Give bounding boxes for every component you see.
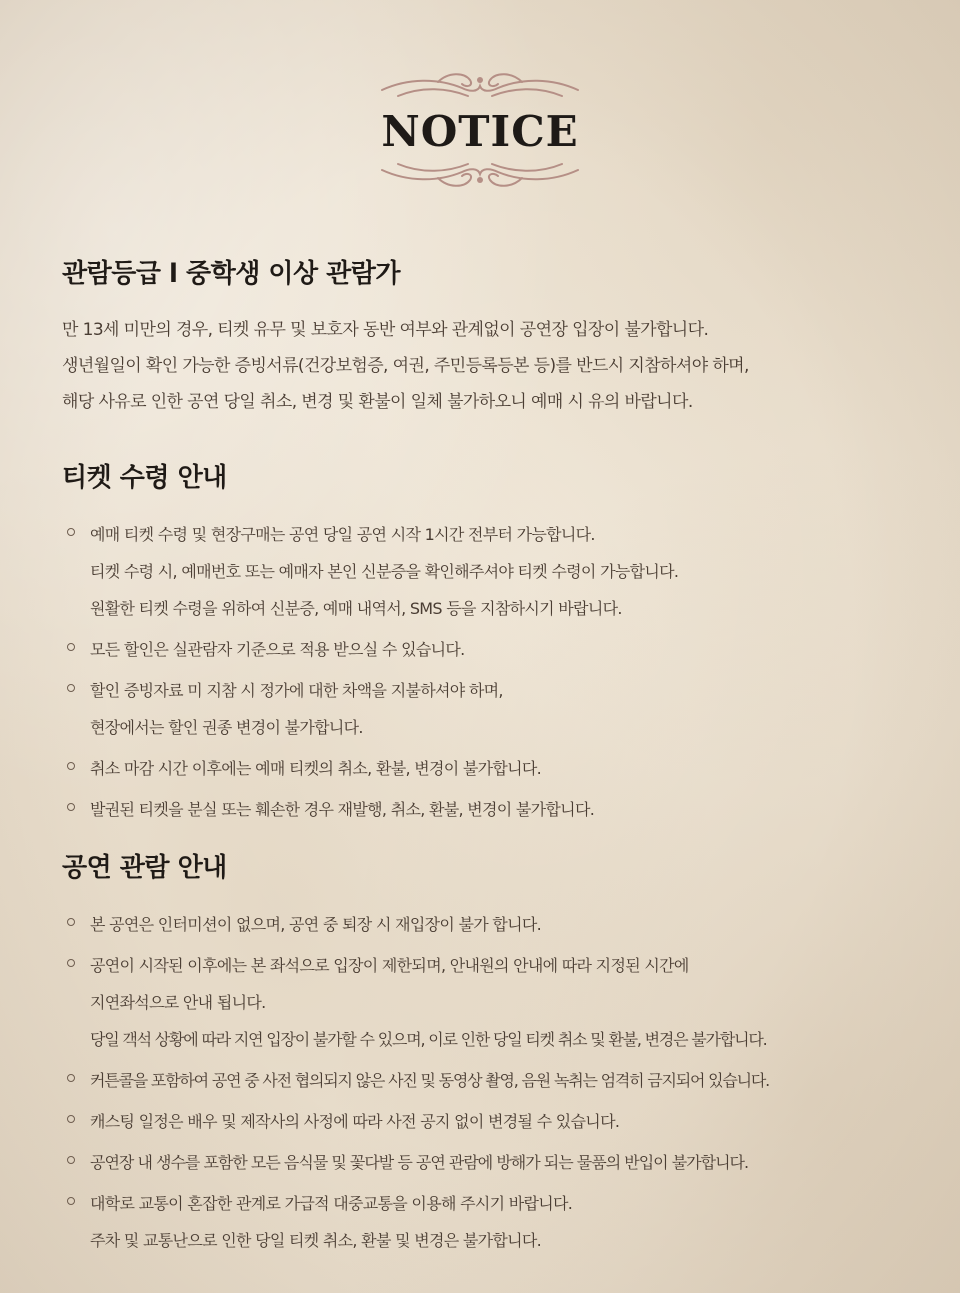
list-item-text: 커튼콜을 포함하여 공연 중 사전 협의되지 않은 사진 및 동영상 촬영, 음원 녹취는 엄격히 금지되어 있습니다. bbox=[90, 1071, 770, 1090]
list-item-text: 현장에서는 할인 권종 변경이 불가합니다. bbox=[90, 718, 363, 737]
circle-bullet-icon bbox=[67, 1115, 75, 1123]
section-age-rating bbox=[62, 256, 922, 420]
circle-bullet-icon bbox=[67, 684, 75, 692]
list-item-text: 캐스팅 일정은 배우 및 제작사의 사정에 따라 사전 공지 없이 변경될 수 있습니다. bbox=[90, 1112, 620, 1131]
list-item-text: 할인 증빙자료 미 지참 시 정가에 대한 차액을 지불하셔야 하며, bbox=[90, 681, 503, 700]
list-item-text: 취소 마감 시간 이후에는 예매 티켓의 취소, 환불, 변경이 불가합니다. bbox=[90, 759, 542, 778]
list-item bbox=[62, 947, 922, 1058]
paragraph: 만 13세 미만의 경우, 티켓 유무 및 보호자 동반 여부와 관계없이 공연장 입장이 불가합니다. bbox=[62, 320, 709, 340]
circle-bullet-icon bbox=[67, 803, 75, 811]
flourish-bottom-ornament bbox=[378, 156, 582, 192]
paragraph: 해당 사유로 인한 공연 당일 취소, 변경 및 환불이 일체 불가하오니 예매 시 유의 바랍니다. bbox=[62, 392, 693, 412]
list-item bbox=[62, 750, 922, 787]
list-item-text: 모든 할인은 실관람자 기준으로 적용 받으실 수 있습니다. bbox=[90, 640, 465, 659]
section-ticket-pickup bbox=[62, 460, 922, 832]
list-item bbox=[62, 1185, 922, 1259]
circle-bullet-icon bbox=[67, 959, 75, 967]
circle-bullet-icon bbox=[67, 762, 75, 770]
list-item bbox=[62, 631, 922, 668]
list-item bbox=[62, 1144, 922, 1181]
list-item-text: 당일 객석 상황에 따라 지연 입장이 불가할 수 있으며, 이로 인한 당일 티켓 취소 및 환불, 변경은 불가합니다. bbox=[90, 1030, 767, 1049]
notice-header bbox=[0, 64, 960, 194]
circle-bullet-icon bbox=[67, 1156, 75, 1164]
list-item-text: 공연장 내 생수를 포함한 모든 음식물 및 꽃다발 등 공연 관람에 방해가 되는 물품의 반입이 불가합니다. bbox=[90, 1153, 749, 1172]
section-heading: 공연 관람 안내 bbox=[62, 853, 227, 883]
list-item-text: 지연좌석으로 안내 됩니다. bbox=[90, 993, 266, 1012]
circle-bullet-icon bbox=[67, 1074, 75, 1082]
circle-bullet-icon bbox=[67, 528, 75, 536]
circle-bullet-icon bbox=[67, 1197, 75, 1205]
section-heading: 티켓 수령 안내 bbox=[62, 463, 227, 493]
list-item bbox=[62, 672, 922, 746]
section-performance-guide bbox=[62, 850, 922, 1263]
section-heading: 관람등급 l 중학생 이상 관람가 bbox=[62, 259, 401, 289]
list-item bbox=[62, 906, 922, 943]
paragraph: 생년월일이 확인 가능한 증빙서류(건강보험증, 여권, 주민등록등본 등)를 반드시 지참하셔야 하며, bbox=[62, 356, 749, 376]
list-item bbox=[62, 516, 922, 627]
flourish-top-ornament bbox=[378, 68, 582, 104]
circle-bullet-icon bbox=[67, 643, 75, 651]
list-item-text: 본 공연은 인터미션이 없으며, 공연 중 퇴장 시 재입장이 불가 합니다. bbox=[90, 915, 542, 934]
list-item-text: 원활한 티켓 수령을 위하여 신분증, 예매 내역서, SMS 등을 지참하시기 바랍니다. bbox=[90, 599, 622, 618]
list-item bbox=[62, 1103, 922, 1140]
list-item-text: 대학로 교통이 혼잡한 관계로 가급적 대중교통을 이용해 주시기 바랍니다. bbox=[90, 1194, 573, 1213]
list-item-text: 발권된 티켓을 분실 또는 훼손한 경우 재발행, 취소, 환불, 변경이 불가합니다. bbox=[90, 800, 595, 819]
list-item-text: 주차 및 교통난으로 인한 당일 티켓 취소, 환불 및 변경은 불가합니다. bbox=[90, 1231, 542, 1250]
list-item-text: 티켓 수령 시, 예매번호 또는 예매자 본인 신분증을 확인해주셔야 티켓 수령이 가능합니다. bbox=[90, 562, 679, 581]
list-item bbox=[62, 1062, 922, 1099]
list-item-text: 공연이 시작된 이후에는 본 좌석으로 입장이 제한되며, 안내원의 안내에 따라 지정된 시간에 bbox=[90, 956, 689, 975]
list-item bbox=[62, 791, 922, 828]
notes-list bbox=[62, 906, 922, 1259]
notes-list bbox=[62, 516, 922, 828]
circle-bullet-icon bbox=[67, 918, 75, 926]
notice-title: NOTICE bbox=[381, 107, 579, 156]
list-item-text: 예매 티켓 수령 및 현장구매는 공연 당일 공연 시작 1시간 전부터 가능합니다. bbox=[90, 525, 595, 544]
